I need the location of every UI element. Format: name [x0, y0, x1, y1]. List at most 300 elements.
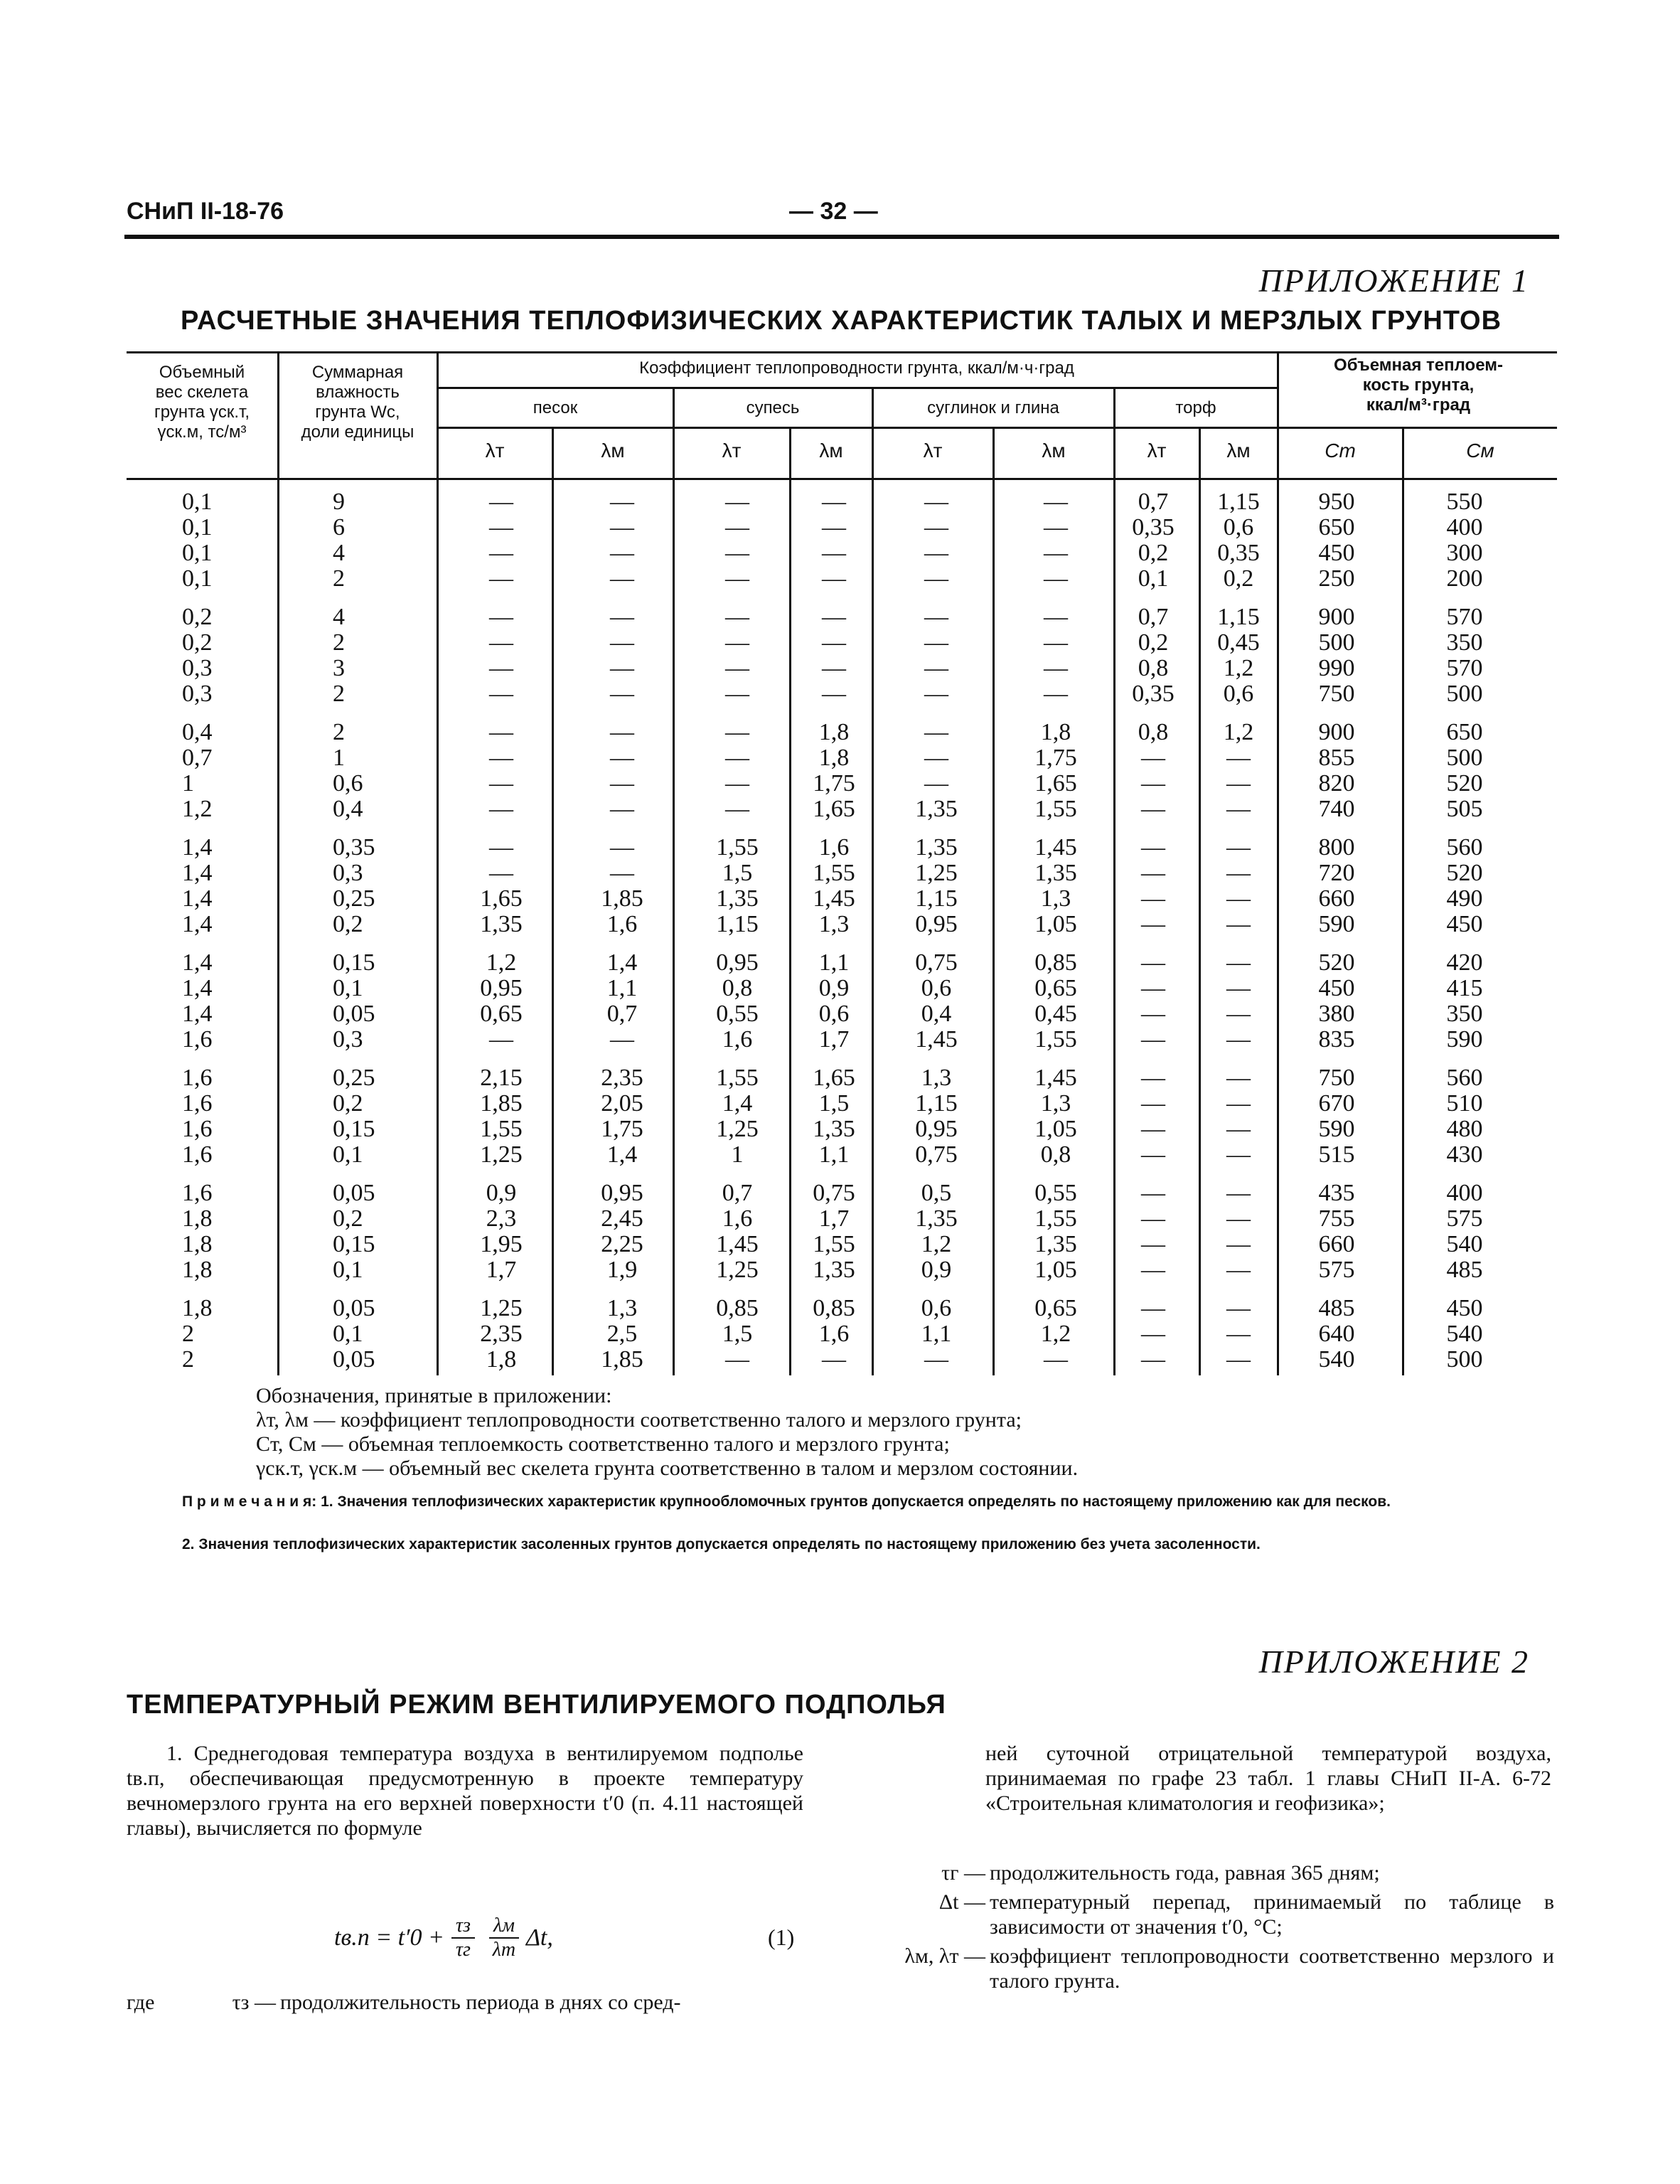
table-cell: 590 — [1318, 1116, 1355, 1142]
legend-intro: Обозначения, принятые в приложении: — [256, 1384, 612, 1407]
table-cell: — — [1141, 770, 1165, 797]
table-cell: 0,6 — [818, 1001, 850, 1027]
table-cell: 0,9 — [486, 1180, 517, 1206]
table-row-group — [897, 604, 975, 707]
table-cell: — — [1141, 911, 1165, 937]
table-row-group — [802, 1065, 866, 1168]
table-row-group — [1118, 489, 1189, 592]
table-cell: 1,6 — [182, 1065, 213, 1091]
table-cell: — — [822, 540, 846, 566]
header-line: грунта Wc, — [315, 403, 400, 422]
table-cell: 1,6 — [182, 1116, 213, 1142]
table-cell: 540 — [1318, 1346, 1355, 1373]
col-divider — [1113, 387, 1115, 1375]
table-row-group — [802, 604, 866, 707]
table-cell: 575 — [1318, 1257, 1355, 1283]
table-cell: 1,7 — [486, 1257, 517, 1283]
table-cell: 2,35 — [601, 1065, 643, 1091]
table-cell: 2 — [182, 1321, 194, 1347]
table-row-group — [333, 489, 418, 592]
table-cell: — — [1141, 1001, 1165, 1027]
table-cell: 0,2 — [333, 911, 363, 937]
col-divider — [872, 387, 874, 1375]
table-cell: — — [725, 681, 749, 707]
sub-header: λт — [1147, 440, 1167, 462]
table-cell: 1,6 — [182, 1026, 213, 1053]
table-cell: — — [1141, 1231, 1165, 1257]
table-cell: — — [1226, 1321, 1251, 1347]
table-cell: 0,25 — [333, 1065, 375, 1091]
page-number: — 32 — — [789, 198, 878, 225]
table-cell: — — [725, 655, 749, 681]
table-cell: 0,15 — [333, 949, 375, 976]
fraction-tau — [451, 1914, 475, 1961]
table-cell: 800 — [1318, 834, 1355, 861]
table-cell: — — [924, 770, 948, 797]
table-cell: 660 — [1318, 885, 1355, 912]
table-cell: — — [1141, 1205, 1165, 1232]
table-cell: 1,6 — [818, 1321, 850, 1347]
table-row-group — [182, 1065, 260, 1168]
table-row-group — [182, 1181, 260, 1283]
table-cell: 1,45 — [813, 885, 855, 912]
table-cell: 0,65 — [480, 1001, 523, 1027]
table-cell: — — [1141, 885, 1165, 912]
def-text: продолжительность года, равная 365 дням; — [990, 1861, 1380, 1885]
table-cell: — — [924, 604, 948, 630]
table-cell: 540 — [1446, 1321, 1483, 1347]
table-column — [698, 489, 776, 1385]
table-cell: 1 — [731, 1141, 744, 1168]
table-cell: 1,85 — [601, 885, 643, 912]
table-row-group — [1017, 1296, 1095, 1373]
table-cell: — — [1226, 1090, 1251, 1117]
table-cell: 1,25 — [915, 860, 958, 886]
table-column — [1017, 489, 1095, 1385]
table-column — [1118, 489, 1189, 1385]
table-cell: 835 — [1318, 1026, 1355, 1053]
table-cell: — — [1044, 540, 1068, 566]
table-cell: 2,45 — [601, 1205, 643, 1232]
table-cell: 1,3 — [1040, 885, 1071, 912]
table-cell: 750 — [1318, 1065, 1355, 1091]
header-line: Объемная теплоем- — [1334, 356, 1503, 375]
table-cell: 1,15 — [915, 1090, 958, 1117]
table-cell: 0,1 — [182, 540, 213, 566]
table-cell: 0,2 — [1223, 565, 1254, 592]
table-cell: — — [1226, 1257, 1251, 1283]
col-divider — [789, 427, 791, 1375]
table-cell: 1,8 — [1040, 719, 1071, 745]
table-cell: 2 — [333, 719, 345, 745]
table-cell: — — [725, 796, 749, 822]
table-row-group — [897, 720, 975, 822]
table-cell: — — [1226, 885, 1251, 912]
table-cell: — — [725, 629, 749, 656]
table-cell: 0,1 — [182, 514, 213, 540]
table-cell: — — [1226, 1180, 1251, 1206]
table-row-group — [802, 489, 866, 592]
def-text: температурный перепад, принимаемый по таблице в зависимости от значения t′0, °С; — [990, 1890, 1554, 1939]
table-cell: — — [489, 681, 513, 707]
table-cell: 1,4 — [182, 975, 213, 1001]
table-cell: 1,55 — [1034, 1026, 1077, 1053]
header-line: кость грунта, — [1362, 375, 1475, 395]
table-cell: 415 — [1446, 975, 1483, 1001]
table-cell: — — [610, 834, 634, 861]
table-cell: 1,3 — [606, 1295, 638, 1321]
table-row-group — [1118, 1181, 1189, 1283]
table-cell: — — [1226, 1026, 1251, 1053]
table-row-group — [333, 950, 418, 1053]
table-cell: 660 — [1318, 1231, 1355, 1257]
definition-delta-t — [857, 1890, 1554, 1939]
table-cell: 2 — [182, 1346, 194, 1373]
table-cell: 820 — [1318, 770, 1355, 797]
sub-header: λт — [722, 440, 742, 462]
table-cell: 900 — [1318, 604, 1355, 630]
table-cell: 1,05 — [1034, 1116, 1077, 1142]
table-cell: 2 — [333, 565, 345, 592]
table-cell: 1,8 — [818, 719, 850, 745]
legend-line-density: γск.т, γск.м — объемный вес скелета грунта соответственно в талом и мерзлом состоянии. — [256, 1456, 1079, 1480]
table-cell: 0,1 — [182, 489, 213, 515]
table-column — [1294, 489, 1379, 1385]
table-row-group — [1422, 835, 1507, 937]
table-cell: — — [1141, 1321, 1165, 1347]
table-cell: 1,3 — [818, 911, 850, 937]
appendix-2-title: ТЕМПЕРАТУРНЫЙ РЕЖИМ ВЕНТИЛИРУЕМОГО ПОДПОЛЬЯ — [127, 1690, 946, 1720]
formula-number: (1) — [768, 1924, 795, 1950]
table-cell: — — [610, 604, 634, 630]
table-cell: — — [489, 514, 513, 540]
table-row-group — [182, 1296, 260, 1373]
table-cell: — — [924, 565, 948, 592]
table-cell: — — [822, 629, 846, 656]
table-cell: 0,7 — [1138, 604, 1169, 630]
table-cell: 1,7 — [818, 1205, 850, 1232]
table-cell: 1,2 — [1223, 719, 1254, 745]
table-cell: 1,35 — [915, 796, 958, 822]
table-cell: 0,45 — [1217, 629, 1260, 656]
table-row-group — [1118, 835, 1189, 937]
table-cell: 400 — [1446, 514, 1483, 540]
table-cell: — — [725, 489, 749, 515]
table-cell: 1,35 — [915, 834, 958, 861]
table-cell: — — [1226, 796, 1251, 822]
header-line: доли единицы — [301, 422, 414, 442]
table-cell: 200 — [1446, 565, 1483, 592]
table-row-group — [1422, 720, 1507, 822]
table-cell: 450 — [1318, 975, 1355, 1001]
table-cell: 650 — [1446, 719, 1483, 745]
table-cell: 1,55 — [480, 1116, 523, 1142]
table-row-group — [583, 1065, 661, 1168]
table-cell: 450 — [1446, 1295, 1483, 1321]
table-row-group — [897, 1065, 975, 1168]
table-cell: — — [725, 565, 749, 592]
table-cell: — — [610, 745, 634, 771]
table-cell: — — [1141, 1141, 1165, 1168]
table-cell: — — [725, 745, 749, 771]
table-cell: 1,65 — [1034, 770, 1077, 797]
table-cell: 0,85 — [813, 1295, 855, 1321]
table-cell: 0,4 — [333, 796, 363, 822]
table-cell: — — [489, 860, 513, 886]
table-row-group — [333, 835, 418, 937]
table-row-group — [1203, 1065, 1274, 1168]
table-cell: 435 — [1318, 1180, 1355, 1206]
table-cell: 0,6 — [1223, 514, 1254, 540]
table-cell: — — [725, 770, 749, 797]
table-row-group — [897, 489, 975, 592]
conductivity-header: Коэффициент теплопроводности грунта, ккал/м·ч·град — [639, 358, 1074, 378]
table-cell: — — [1226, 949, 1251, 976]
table-row-group — [583, 950, 661, 1053]
table-cell: 1,15 — [915, 885, 958, 912]
table-row-group — [1118, 1296, 1189, 1373]
table-cell: 0,4 — [921, 1001, 952, 1027]
table-cell: — — [1141, 949, 1165, 976]
table-cell: 1 — [333, 745, 345, 771]
table-cell: 0,75 — [813, 1180, 855, 1206]
table-row-group — [583, 835, 661, 937]
table-cell: — — [1141, 796, 1165, 822]
col-moisture-header — [280, 363, 435, 442]
sub-header: Cм — [1466, 440, 1494, 462]
table-cell: — — [1141, 834, 1165, 861]
table-row-group — [1203, 1181, 1274, 1283]
table-cell: 0,5 — [921, 1180, 952, 1206]
table-cell: 1,4 — [182, 949, 213, 976]
table-cell: — — [725, 514, 749, 540]
table-cell: 0,2 — [182, 629, 213, 656]
table-cell: 2,3 — [486, 1205, 517, 1232]
col-divider — [552, 427, 554, 1375]
table-cell: 3 — [333, 655, 345, 681]
table-cell: 420 — [1446, 949, 1483, 976]
table-row-group — [802, 1296, 866, 1373]
table-cell: — — [489, 629, 513, 656]
header-line: Суммарная — [311, 363, 404, 382]
table-cell: 0,85 — [1034, 949, 1077, 976]
table-cell: 1,25 — [480, 1141, 523, 1168]
table-cell: — — [489, 604, 513, 630]
table-cell: 0,7 — [722, 1180, 753, 1206]
def-text: продолжительность периода в днях со сред- — [280, 1991, 681, 2014]
table-row-group — [698, 1181, 776, 1283]
table-cell: 640 — [1318, 1321, 1355, 1347]
table-cell: 500 — [1446, 745, 1483, 771]
table-cell: 1,3 — [921, 1065, 952, 1091]
table-row-group — [182, 604, 260, 707]
table-row-group — [698, 835, 776, 937]
table-row-group — [897, 1296, 975, 1373]
table-cell: 1,35 — [1034, 1231, 1077, 1257]
sub-header: λм — [1226, 440, 1251, 462]
table-cell: 0,95 — [716, 949, 759, 976]
table-cell: — — [489, 834, 513, 861]
table-cell: 1,85 — [601, 1346, 643, 1373]
table-cell: 400 — [1446, 1180, 1483, 1206]
table-cell: 1,2 — [1223, 655, 1254, 681]
table-cell: 2,5 — [606, 1321, 638, 1347]
def-symbol: λм, λт — — [904, 1944, 985, 1968]
formula-tail: Δt, — [525, 1924, 553, 1951]
table-cell: 755 — [1318, 1205, 1355, 1232]
table-cell: 0,05 — [333, 1001, 375, 1027]
table-cell: 1,45 — [716, 1231, 759, 1257]
table-cell: 0,35 — [333, 834, 375, 861]
table-cell: 0,6 — [333, 770, 363, 797]
table-row-group — [462, 835, 540, 937]
table-row-group — [182, 835, 260, 937]
table-cell: 350 — [1446, 1001, 1483, 1027]
sub-header: λм — [1042, 440, 1066, 462]
soil-sandy-loam: супесь — [746, 398, 800, 417]
table-cell: 1,65 — [480, 885, 523, 912]
table-cell: — — [610, 565, 634, 592]
table-cell: 0,75 — [915, 949, 958, 976]
table-cell: 380 — [1318, 1001, 1355, 1027]
table-cell: 1,5 — [722, 1321, 753, 1347]
table-cell: 450 — [1446, 911, 1483, 937]
table-cell: — — [1141, 860, 1165, 886]
table-cell: 1,1 — [818, 1141, 850, 1168]
table-row-group — [1203, 950, 1274, 1053]
header-line: ккал/м³·град — [1366, 395, 1471, 415]
table-cell: 0,9 — [818, 975, 850, 1001]
where-word: где — [127, 1991, 155, 2014]
table-cell: — — [1141, 1180, 1165, 1206]
table-column — [897, 489, 975, 1385]
table-cell: 510 — [1446, 1090, 1483, 1117]
table-cell: — — [1044, 565, 1068, 592]
table-cell: 0,8 — [1138, 655, 1169, 681]
table-cell: — — [1141, 1026, 1165, 1053]
table-row-group — [1422, 950, 1507, 1053]
table-cell: 1,2 — [486, 949, 517, 976]
table-cell: 0,55 — [716, 1001, 759, 1027]
table-cell: 1,6 — [722, 1205, 753, 1232]
table-cell: 1,4 — [182, 1001, 213, 1027]
table-cell: 490 — [1446, 885, 1483, 912]
table-row-group — [583, 720, 661, 822]
table-cell: 1,5 — [818, 1090, 850, 1117]
table-cell: — — [924, 514, 948, 540]
table-column — [182, 489, 260, 1385]
table-row-group — [1422, 604, 1507, 707]
header-bottom-rule — [127, 478, 1557, 480]
table-cell: — — [489, 655, 513, 681]
legend-line-capacity: Cт, Cм — объемная теплоемкость соответственно талого и мерзлого грунта; — [256, 1432, 950, 1456]
table-cell: 0,95 — [915, 1116, 958, 1142]
table-row-group — [1294, 1181, 1379, 1283]
header-line: грунта γск.т, — [154, 403, 250, 422]
table-row-group — [182, 950, 260, 1053]
sub-header: λм — [601, 440, 625, 462]
table-cell: 540 — [1446, 1231, 1483, 1257]
def-text: коэффициент теплопроводности соответственно мерзлого и талого грунта. — [990, 1944, 1554, 1993]
table-row-group — [462, 950, 540, 1053]
table-cell: 1,75 — [813, 770, 855, 797]
table-cell: — — [610, 514, 634, 540]
table-cell: 1,8 — [182, 1231, 213, 1257]
table-cell: 1,4 — [606, 1141, 638, 1168]
definition-tau-g — [857, 1860, 1554, 1885]
table-cell: — — [924, 745, 948, 771]
table-cell: 950 — [1318, 489, 1355, 515]
table-cell: 0,7 — [606, 1001, 638, 1027]
table-cell: 0,2 — [1138, 540, 1169, 566]
table-cell: — — [610, 796, 634, 822]
table-cell: 520 — [1446, 770, 1483, 797]
table-cell: 4 — [333, 604, 345, 630]
table-cell: — — [489, 565, 513, 592]
table-row-group — [583, 1296, 661, 1373]
table-row-group — [802, 720, 866, 822]
table-cell: 6 — [333, 514, 345, 540]
col-divider — [437, 351, 439, 1375]
table-cell: 500 — [1318, 629, 1355, 656]
table-cell: 450 — [1318, 540, 1355, 566]
table-row-group — [462, 489, 540, 592]
col-divider — [1199, 427, 1201, 1375]
table-cell: — — [822, 604, 846, 630]
table-cell: 590 — [1446, 1026, 1483, 1053]
def-symbol: τг — — [941, 1861, 985, 1885]
table-row-group — [182, 489, 260, 592]
table-cell: 1,75 — [1034, 745, 1077, 771]
table-cell: 720 — [1318, 860, 1355, 886]
table-cell: 1,8 — [182, 1257, 213, 1283]
table-cell: 1,25 — [480, 1295, 523, 1321]
table-cell: 0,65 — [1034, 1295, 1077, 1321]
table-cell: 2,15 — [480, 1065, 523, 1091]
table-row-group — [462, 1181, 540, 1283]
table-cell: 900 — [1318, 719, 1355, 745]
table-cell: 1,35 — [915, 1205, 958, 1232]
table-row-group — [1294, 950, 1379, 1053]
table-column — [333, 489, 418, 1385]
fraction-num: λм — [489, 1914, 519, 1939]
table-row-group — [1118, 720, 1189, 822]
table-cell: 1,7 — [818, 1026, 850, 1053]
table-cell: 1,4 — [606, 949, 638, 976]
table-row-group — [583, 1181, 661, 1283]
table-row-group — [698, 1296, 776, 1373]
sub-header: Cт — [1325, 440, 1356, 462]
table-cell: 0,4 — [182, 719, 213, 745]
formula-lhs: tв.п = t′0 + — [334, 1924, 444, 1951]
table-cell: 1,15 — [1217, 604, 1260, 630]
table-cell: — — [1044, 681, 1068, 707]
table-cell: 430 — [1446, 1141, 1483, 1168]
table-cell: 0,65 — [1034, 975, 1077, 1001]
table-cell: — — [1226, 1116, 1251, 1142]
table-row-group — [1017, 1181, 1095, 1283]
table-row-group — [462, 720, 540, 822]
table-cell: — — [1044, 489, 1068, 515]
table-row-group — [698, 1065, 776, 1168]
table-cell: 0,8 — [1138, 719, 1169, 745]
sub-header: λт — [923, 440, 943, 462]
sub-header: λм — [819, 440, 843, 462]
table-cell: 250 — [1318, 565, 1355, 592]
table-cell: 750 — [1318, 681, 1355, 707]
table-cell: — — [489, 796, 513, 822]
table-cell: 0,1 — [333, 1321, 363, 1347]
